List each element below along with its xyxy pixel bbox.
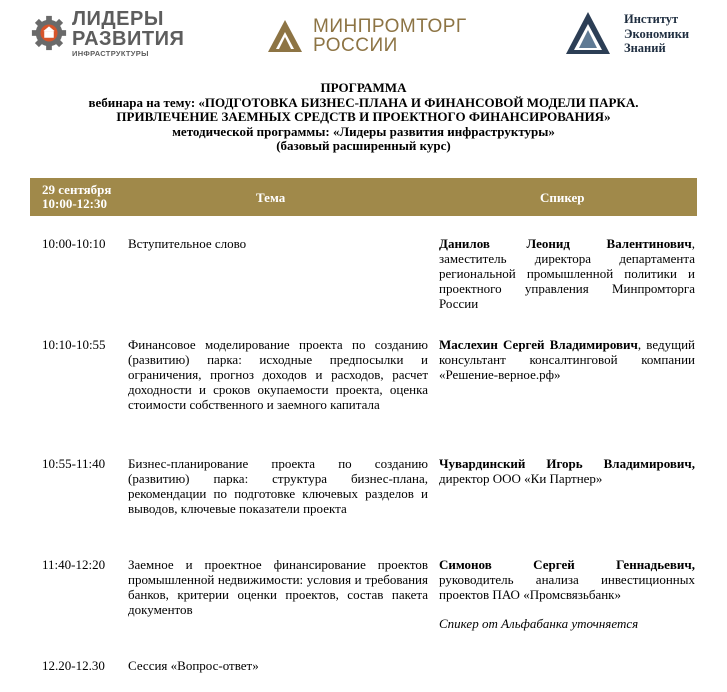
row-time: 12.20-12.30 xyxy=(42,658,105,673)
logos-bar xyxy=(0,0,727,70)
speaker-note: Спикер от Альфабанка уточняется xyxy=(439,616,639,631)
heading-title: ПРОГРАММА xyxy=(320,80,407,95)
heading-line2: вебинара на тему: «ПОДГОТОВКА БИЗНЕС-ПЛАНА И ФИНАНСОВОЙ МОДЕЛИ ПАРКА. xyxy=(88,94,639,110)
leaders-logo-line3: ИНФРАСТРУКТУРЫ xyxy=(72,49,149,58)
header-date-cell xyxy=(42,183,111,211)
row-topic: Сессия «Вопрос-ответ» xyxy=(128,658,259,673)
heading-line3: ПРИВЛЕЧЕНИЕ ЗАЕМНЫХ СРЕДСТВ И ПРОЕКТНОГО ФИНАНСИРОВАНИЯ» xyxy=(116,109,611,124)
leaders-logo-line2: РАЗВИТИЯ xyxy=(72,28,185,50)
minpromtorg-line2: РОССИИ xyxy=(313,35,398,56)
row-speaker xyxy=(439,337,695,382)
leaders-logo xyxy=(30,9,184,58)
speaker-role: , заместитель директора департамента региональной промышленной политики и проектного управления Минпромторга России xyxy=(439,236,695,311)
institute-logo xyxy=(564,10,689,58)
triangle-icon xyxy=(267,19,303,53)
row-speaker xyxy=(439,456,695,486)
row-time: 11:40-12:20 xyxy=(42,557,106,572)
header-time-range: 10:00-12:30 xyxy=(42,196,107,211)
heading-line4: методической программы: «Лидеры развития инфраструктуры» xyxy=(172,123,555,139)
minpromtorg-line1: МИНПРОМТОРГ xyxy=(313,16,467,37)
row-topic: Вступительное слово xyxy=(128,236,247,251)
program-heading xyxy=(0,81,727,154)
minpromtorg-logo xyxy=(267,17,467,55)
heading-line5: (базовый расширенный курс) xyxy=(276,138,451,153)
speaker-name: Симонов Сергей Геннадьевич, xyxy=(439,557,695,572)
leaders-logo-line1: ЛИДЕРЫ xyxy=(72,8,164,30)
row-topic: Финансовое моделирование проекта по созданию (развитию) парка: исходные предпосылки и ограничения, прогноз доходов и расходов, расчет доходности и сроков окупаемости проекта, оценка стоимости собственного и заемного капитала xyxy=(128,337,428,412)
row-topic: Заемное и проектное финансирование проектов промышленной недвижимости: условия и требования банков, критерии оценки проектов, состав пакета документов xyxy=(128,557,428,617)
table-header xyxy=(30,178,697,216)
row-speaker xyxy=(439,236,695,311)
header-speaker: Спикер xyxy=(540,190,585,205)
row-speaker xyxy=(439,557,695,631)
header-topic: Тема xyxy=(256,190,286,205)
speaker-name: Маслехин Сергей Владимирович xyxy=(439,337,638,352)
speaker-role: директор ООО «Ки Партнер» xyxy=(439,471,603,486)
header-date: 29 сентября xyxy=(42,182,112,197)
prism-icon xyxy=(564,10,612,58)
row-time: 10:10-10:55 xyxy=(42,337,106,352)
speaker-role: , ведущий консультант консалтинговой компании «Решение-верное.рф» xyxy=(439,337,695,382)
row-time: 10:00-10:10 xyxy=(42,236,106,251)
gear-icon xyxy=(30,14,68,52)
institute-line1: Институт xyxy=(624,12,679,27)
row-topic: Бизнес-планирование проекта по созданию (развитию) парка: структура бизнес-плана, рекомендации по подготовке ключевых разделов и выводов, ключевые показатели проекта xyxy=(128,456,428,516)
speaker-name: Чувардинский Игорь Владимирович, xyxy=(439,456,695,471)
institute-line2: Экономики xyxy=(624,26,690,41)
speaker-name: Данилов Леонид Валентинович xyxy=(439,236,692,251)
row-time: 10:55-11:40 xyxy=(42,456,106,471)
institute-line3: Знаний xyxy=(624,41,666,56)
speaker-role: руководитель анализа инвестиционных проектов ПАО «Промсвязьбанк» xyxy=(439,572,695,602)
